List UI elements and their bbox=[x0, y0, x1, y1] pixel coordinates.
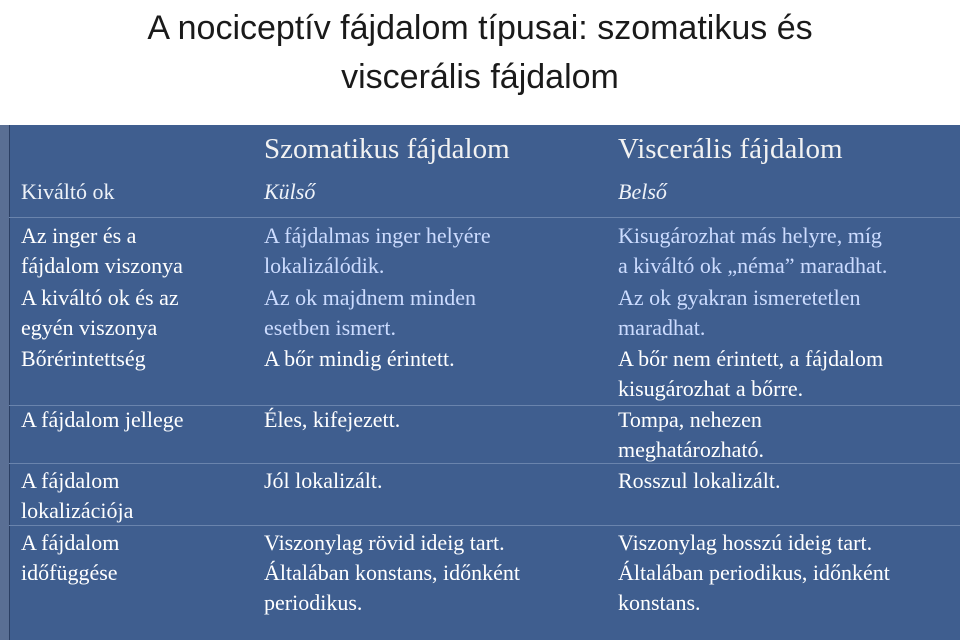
row-individual-visceral-line-2: maradhat. bbox=[618, 315, 706, 340]
row-skin-label: Bőrérintettség bbox=[21, 346, 146, 371]
row-individual-somatic-line-2: esetben ismert. bbox=[264, 315, 396, 340]
row-time-label bbox=[21, 528, 119, 588]
row-time-somatic-line-3: periodikus. bbox=[264, 590, 363, 615]
row-skin-somatic: A bőr mindig érintett. bbox=[264, 346, 455, 371]
row-skin-visceral-line-1: A bőr nem érintett, a fájdalom bbox=[618, 346, 884, 371]
row-time-somatic-line-2: Általában konstans, időnként bbox=[264, 560, 521, 585]
row-stimulus-label-line-1: Az inger és a bbox=[21, 223, 137, 248]
row-time-visceral-line-1: Viszonylag hosszú ideig tart. bbox=[618, 530, 873, 555]
row-skin-visceral bbox=[618, 344, 883, 404]
row-character-visceral-line-1: Tompa, nehezen bbox=[618, 407, 762, 432]
row-stimulus-label-line-2: fájdalom viszonya bbox=[21, 253, 183, 278]
table-left-bar bbox=[0, 125, 10, 640]
header-visceral: Viscerális fájdalom bbox=[618, 133, 843, 165]
row-localization-label-line-2: lokalizációja bbox=[21, 498, 134, 523]
header-somatic: Szomatikus fájdalom bbox=[264, 133, 510, 165]
row-stimulus-label bbox=[21, 221, 183, 281]
row-divider bbox=[9, 463, 960, 464]
row-character-visceral-line-2: meghatározható. bbox=[618, 437, 764, 462]
row-character-label: A fájdalom jellege bbox=[21, 407, 184, 432]
row-stimulus-somatic bbox=[264, 221, 491, 281]
slide-title-line-1: A nociceptív fájdalom típusai: szomatikus és bbox=[147, 9, 813, 47]
slide-title-line-2: viscerális fájdalom bbox=[341, 58, 619, 96]
row-localization-label-line-1: A fájdalom bbox=[21, 468, 120, 493]
row-time-label-line-1: A fájdalom bbox=[21, 530, 120, 555]
row-localization-visceral: Rosszul lokalizált. bbox=[618, 468, 781, 493]
row-individual-label-line-1: A kiváltó ok és az bbox=[21, 285, 179, 310]
row-character-somatic: Éles, kifejezett. bbox=[264, 407, 401, 432]
row-divider bbox=[9, 525, 960, 526]
row-cause-visceral: Belső bbox=[618, 179, 667, 204]
row-stimulus-somatic-line-1: A fájdalmas inger helyére bbox=[264, 223, 491, 248]
row-stimulus-visceral-line-1: Kisugározhat más helyre, míg bbox=[618, 223, 882, 248]
row-divider bbox=[9, 217, 960, 218]
row-character-visceral bbox=[618, 405, 764, 465]
slide-title bbox=[0, 0, 960, 102]
row-cause-label: Kiváltó ok bbox=[21, 179, 115, 204]
row-individual-somatic-line-1: Az ok majdnem minden bbox=[264, 285, 477, 310]
row-localization-somatic: Jól lokalizált. bbox=[264, 468, 383, 493]
row-individual-visceral bbox=[618, 283, 861, 343]
row-time-somatic bbox=[264, 528, 520, 618]
row-time-somatic-line-1: Viszonylag rövid ideig tart. bbox=[264, 530, 505, 555]
row-stimulus-visceral-line-2: a kiváltó ok „néma” maradhat. bbox=[618, 253, 888, 278]
row-individual-visceral-line-1: Az ok gyakran ismeretetlen bbox=[618, 285, 861, 310]
row-time-visceral-line-3: konstans. bbox=[618, 590, 701, 615]
row-stimulus-visceral bbox=[618, 221, 887, 281]
row-time-visceral-line-2: Általában periodikus, időnként bbox=[618, 560, 890, 585]
row-time-label-line-2: időfüggése bbox=[21, 560, 118, 585]
comparison-table bbox=[0, 125, 960, 640]
row-skin-visceral-line-2: kisugározhat a bőrre. bbox=[618, 376, 804, 401]
row-stimulus-somatic-line-2: lokalizálódik. bbox=[264, 253, 385, 278]
row-localization-label bbox=[21, 466, 133, 526]
row-individual-somatic bbox=[264, 283, 476, 343]
row-time-visceral bbox=[618, 528, 890, 618]
row-cause-somatic: Külső bbox=[264, 179, 316, 204]
row-individual-label-line-2: egyén viszonya bbox=[21, 315, 158, 340]
row-individual-label bbox=[21, 283, 179, 343]
